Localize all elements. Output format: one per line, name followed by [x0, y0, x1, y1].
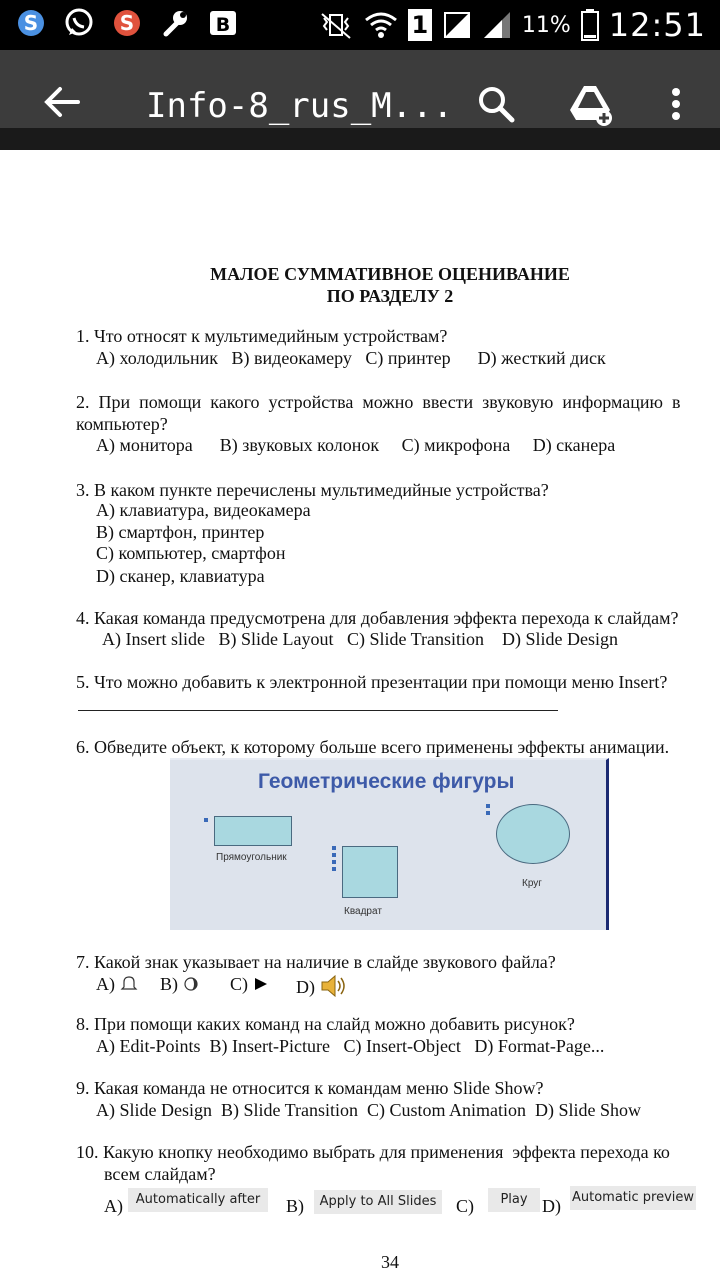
- question-7-option-d: D): [296, 974, 348, 998]
- wifi-icon: [364, 10, 398, 40]
- slide-title: Геометрические фигуры: [258, 770, 515, 793]
- question-3: 3. В каком пункте перечислены мультимедийные устройства?: [76, 480, 549, 500]
- s-app-icon: [110, 6, 144, 40]
- play-icon: [253, 976, 269, 992]
- whatsapp-icon: [62, 6, 96, 40]
- question-4: 4. Какая команда предусмотрена для добавления эффекта перехода к слайдам?: [76, 608, 679, 628]
- question-3-option-d: D) сканер, клавиатура: [96, 566, 265, 586]
- rectangle-shape: [214, 816, 292, 846]
- question-1-options: А) холодильник B) видеокамеру C) принтер D) жесткий диск: [96, 348, 606, 368]
- square-label: Квадрат: [344, 906, 382, 917]
- add-to-drive-icon[interactable]: [568, 82, 614, 128]
- answer-line: [78, 710, 558, 711]
- toolbar-shadow: [0, 128, 720, 150]
- circle-shape: [496, 804, 570, 864]
- system-icons: [318, 6, 706, 44]
- vibrate-icon: [318, 10, 354, 40]
- status-bar: [0, 0, 720, 50]
- question-10-label-d: D): [542, 1196, 561, 1216]
- automatically-after-button-image: Automatically after: [128, 1188, 268, 1212]
- question-2-line2: компьютер?: [76, 414, 168, 434]
- animation-marker-rect: [204, 818, 208, 825]
- signal-icon: [482, 10, 512, 40]
- svg-text:S: S: [23, 11, 39, 35]
- question-9: 9. Какая команда не относится к командам меню Slide Show?: [76, 1078, 544, 1098]
- question-7: 7. Какой знак указывает на наличие в слайде звукового файла?: [76, 952, 556, 972]
- automatic-preview-button-image: Automatic preview: [570, 1186, 696, 1210]
- question-2-line1: 2. При помощи какого устройства можно ввести звуковую информацию в: [76, 392, 681, 412]
- question-4-options: A) Insert slide B) Slide Layout C) Slide Transition D) Slide Design: [102, 629, 618, 649]
- more-options-icon[interactable]: [664, 84, 688, 124]
- svg-text:B: B: [215, 14, 231, 36]
- skype-icon: [14, 6, 48, 40]
- svg-text:S: S: [119, 11, 135, 35]
- b-app-icon: [206, 6, 240, 40]
- question-5: 5. Что можно добавить к электронной презентации при помощи меню Insert?: [76, 672, 668, 692]
- question-7-option-b: B): [160, 974, 199, 995]
- question-10-label-a: A): [104, 1196, 123, 1216]
- notification-icons: [14, 6, 240, 40]
- battery-icon: [581, 9, 599, 41]
- question-7-option-a: A): [96, 974, 138, 995]
- page-number: 34: [381, 1252, 399, 1272]
- square-shape: [342, 846, 398, 898]
- document-page: [0, 162, 720, 1280]
- question-8-options: A) Edit-Points B) Insert-Picture C) Insert-Object D) Format-Page...: [96, 1036, 605, 1056]
- doc-title-line1: МАЛОЕ СУММАТИВНОЕ ОЦЕНИВАНИЕ: [210, 264, 570, 284]
- question-3-option-b: B) смартфон, принтер: [96, 522, 265, 542]
- back-arrow-icon[interactable]: [42, 82, 82, 122]
- animation-marker-circle: [486, 804, 490, 818]
- moon-icon: [183, 976, 199, 992]
- question-7-option-c: C): [230, 974, 269, 995]
- app-toolbar: [0, 50, 720, 150]
- clock: 12:51: [608, 6, 706, 44]
- document-title: Info-8_rus_M...: [146, 86, 454, 126]
- doc-title-line2: ПО РАЗДЕЛУ 2: [326, 286, 454, 306]
- sim-slot-icon: 1: [408, 9, 432, 41]
- question-10-label-b: B): [286, 1196, 304, 1216]
- no-sim-icon: [442, 10, 472, 40]
- wrench-icon: [158, 6, 192, 40]
- rectangle-label: Прямоугольник: [216, 852, 287, 863]
- battery-percent: 11%: [521, 12, 571, 38]
- question-10-line1: 10. Какую кнопку необходимо выбрать для применения эффекта перехода ко: [76, 1142, 670, 1162]
- question-1: 1. Что относят к мультимедийным устройствам?: [76, 326, 448, 346]
- apply-to-all-slides-button-image: Apply to All Slides: [314, 1190, 442, 1214]
- animation-marker-square: [332, 846, 336, 874]
- bell-icon: [120, 974, 138, 992]
- search-icon[interactable]: [476, 84, 516, 124]
- question-6: 6. Обведите объект, к которому больше всего применены эффекты анимации.: [76, 737, 670, 757]
- question-9-options: A) Slide Design B) Slide Transition C) Custom Animation D) Slide Show: [96, 1100, 642, 1120]
- question-2-options: А) монитора B) звуковых колонок C) микрофона D) сканера: [96, 435, 616, 455]
- question-3-option-a: А) клавиатура, видеокамера: [96, 500, 311, 520]
- circle-label: Круг: [522, 878, 542, 889]
- play-button-image: Play: [488, 1188, 540, 1212]
- question-10-line2: всем слайдам?: [104, 1164, 216, 1184]
- question-8: 8. При помощи каких команд на слайд можно добавить рисунок?: [76, 1014, 575, 1034]
- slide-image: [170, 758, 609, 930]
- question-10-label-c: C): [456, 1196, 474, 1216]
- speaker-icon: [320, 974, 348, 998]
- question-3-option-c: C) компьютер, смартфон: [96, 543, 286, 563]
